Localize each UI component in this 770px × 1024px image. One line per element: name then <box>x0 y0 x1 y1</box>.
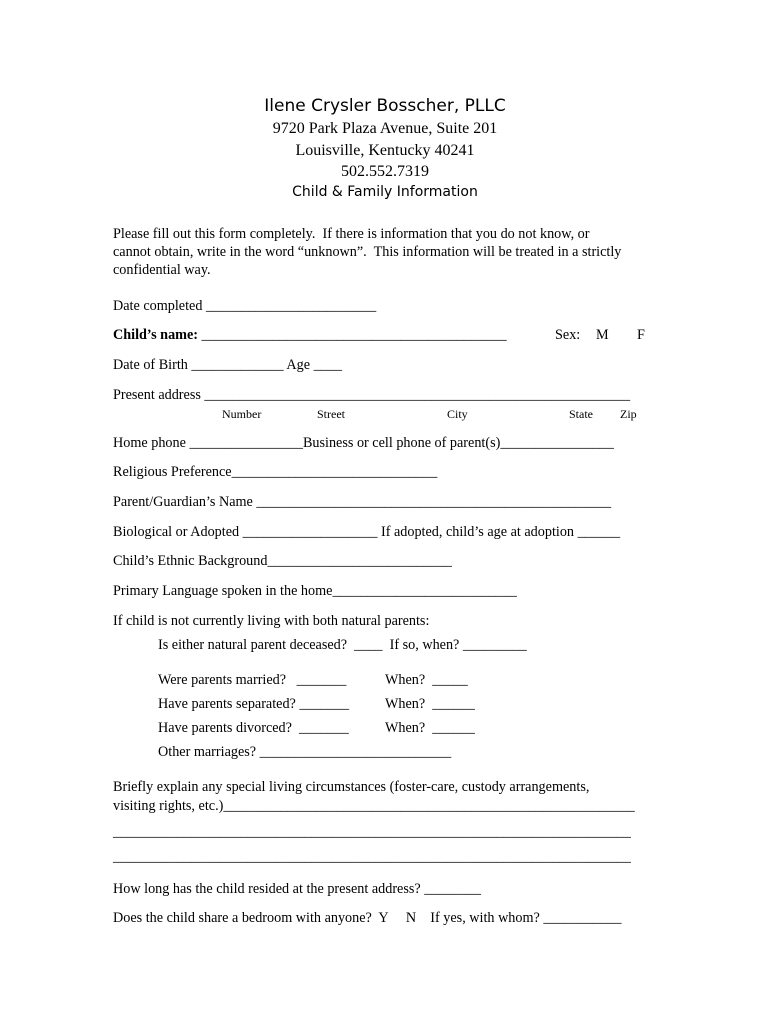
divorced-when-field[interactable]: When? ______ <box>385 720 475 736</box>
special-circumstances-blank-2[interactable]: _________________________________________________________________________ <box>113 849 631 865</box>
how-long-field[interactable]: How long has the child resided at the present address? ________ <box>113 881 481 897</box>
addr-zip-label: Zip <box>620 407 637 421</box>
guardian-name-field[interactable]: Parent/Guardian’s Name __________________________________________________ <box>113 494 612 510</box>
childs-name-blank[interactable]: ___________________________________________ <box>198 327 507 343</box>
religious-preference-field[interactable]: Religious Preference_____________________________ <box>113 464 438 480</box>
parents-divorced-field[interactable]: Have parents divorced? _______ <box>158 720 349 736</box>
not-living-heading: If child is not currently living with both natural parents: <box>113 613 430 629</box>
instructions-line-3: confidential way. <box>113 262 211 278</box>
firm-city-state: Louisville, Kentucky 40241 <box>295 142 475 159</box>
childs-name-field[interactable] <box>113 326 507 344</box>
phones-field[interactable]: Home phone ________________Business or cell phone of parent(s)________________ <box>113 435 614 451</box>
date-completed-field[interactable]: Date completed ________________________ <box>113 298 377 314</box>
addr-street-label: Street <box>317 407 345 421</box>
ethnic-background-field[interactable]: Child’s Ethnic Background__________________________ <box>113 553 452 569</box>
parent-deceased-field[interactable]: Is either natural parent deceased? ____ If so, when? _________ <box>158 637 527 653</box>
firm-street: 9720 Park Plaza Avenue, Suite 201 <box>272 120 498 137</box>
special-circumstances-blank-1[interactable]: _________________________________________________________________________ <box>113 824 631 840</box>
other-marriages-field[interactable]: Other marriages? ___________________________ <box>158 744 452 760</box>
firm-name: Ilene Crysler Bosscher, PLLC <box>264 96 506 116</box>
parents-married-field[interactable]: Were parents married? _______ <box>158 672 347 688</box>
childs-name-label: Child’s name: <box>113 327 198 343</box>
bio-adopted-field[interactable]: Biological or Adopted ___________________ If adopted, child’s age at adoption ______ <box>113 524 621 540</box>
separated-when-field[interactable]: When? ______ <box>385 696 475 712</box>
sex-option-f[interactable]: F <box>637 327 645 343</box>
addr-state-label: State <box>569 407 593 421</box>
parents-separated-field[interactable]: Have parents separated? _______ <box>158 696 350 712</box>
bedroom-share-field[interactable]: Does the child share a bedroom with anyone? Y N If yes, with whom? ___________ <box>113 910 622 926</box>
primary-language-field[interactable]: Primary Language spoken in the home__________________________ <box>113 583 517 599</box>
sex-label: Sex: <box>555 327 581 343</box>
form-title: Child & Family Information <box>292 184 478 200</box>
dob-age-field[interactable]: Date of Birth _____________ Age ____ <box>113 357 342 373</box>
instructions-line-2: cannot obtain, write in the word “unknown”. This information will be treated in a strictly <box>113 244 622 260</box>
special-circumstances-line-1: Briefly explain any special living circumstances (foster-care, custody arrangements, <box>113 779 590 795</box>
addr-city-label: City <box>447 407 468 421</box>
firm-phone: 502.552.7319 <box>341 163 429 180</box>
present-address-field[interactable]: Present address ____________________________________________________________ <box>113 387 631 403</box>
sex-option-m[interactable]: M <box>596 327 609 343</box>
special-circumstances-line-2[interactable]: visiting rights, etc.)__________________________________________________________ <box>113 798 635 814</box>
instructions-line-1: Please fill out this form completely. If there is information that you do not know, or <box>113 226 590 242</box>
married-when-field[interactable]: When? _____ <box>385 672 468 688</box>
addr-number-label: Number <box>222 407 262 421</box>
